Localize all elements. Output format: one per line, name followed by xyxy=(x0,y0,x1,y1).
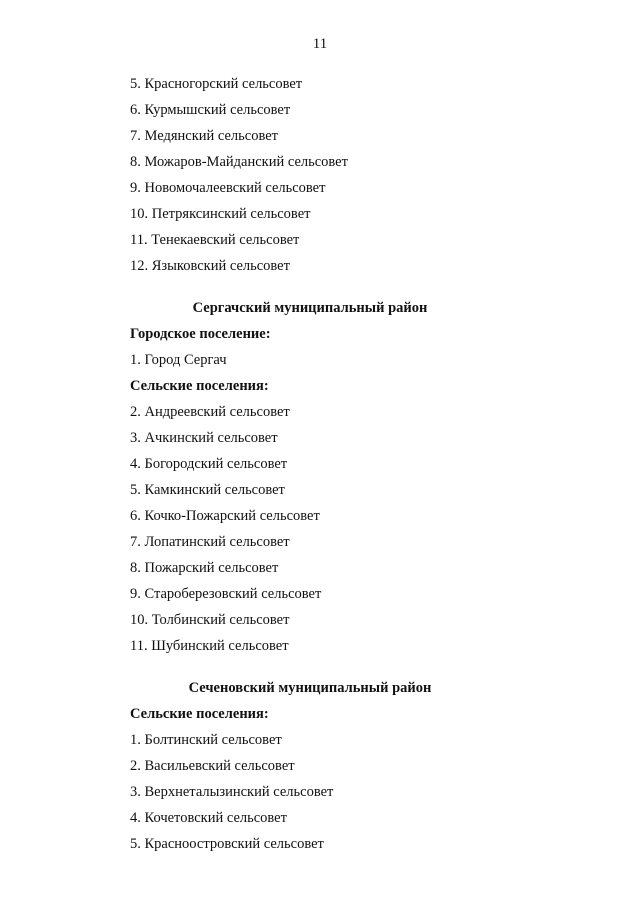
rural-settlements-heading: Сельские поселения: xyxy=(130,378,269,394)
urban-settlement-heading: Городское поселение: xyxy=(130,326,271,342)
sechenovo-district-section xyxy=(130,675,570,857)
list-item: 3. Ачкинский сельсовет xyxy=(130,430,278,446)
list-item: 8. Можаров-Майданский сельсовет xyxy=(130,154,348,170)
list-item: 9. Староберезовский сельсовет xyxy=(130,586,322,602)
list-item: 10. Петряксинский сельсовет xyxy=(130,206,311,222)
list-item: 9. Новомочалеевский сельсовет xyxy=(130,180,326,196)
list-item: 11. Шубинский сельсовет xyxy=(130,638,289,654)
document-body xyxy=(130,71,570,857)
list-item: 7. Медянский сельсовет xyxy=(130,128,278,144)
list-item: 5. Красногорский сельсовет xyxy=(130,76,303,92)
intro-list xyxy=(130,71,570,279)
page-number: 11 xyxy=(312,36,328,52)
list-item: 11. Тенекаевский сельсовет xyxy=(130,232,300,248)
list-item: 1. Город Сергач xyxy=(130,352,227,368)
list-item: 8. Пожарский сельсовет xyxy=(130,560,279,576)
list-item: 4. Кочетовский сельсовет xyxy=(130,810,287,826)
list-item: 2. Васильевский сельсовет xyxy=(130,758,295,774)
district-title: Сергачский муниципальный район xyxy=(192,300,428,316)
list-item: 6. Курмышский сельсовет xyxy=(130,102,291,118)
list-item: 12. Языковский сельсовет xyxy=(130,258,290,274)
list-item: 4. Богородский сельсовет xyxy=(130,456,288,472)
list-item: 2. Андреевский сельсовет xyxy=(130,404,290,420)
sergach-district-section xyxy=(130,295,570,659)
list-item: 3. Верхнеталызинский сельсовет xyxy=(130,784,334,800)
list-item: 1. Болтинский сельсовет xyxy=(130,732,282,748)
list-item: 5. Красноостровский сельсовет xyxy=(130,836,324,852)
list-item: 6. Кочко-Пожарский сельсовет xyxy=(130,508,320,524)
rural-settlements-heading: Сельские поселения: xyxy=(130,706,269,722)
list-item: 10. Толбинский сельсовет xyxy=(130,612,290,628)
district-title: Сеченовский муниципальный район xyxy=(188,680,432,696)
list-item: 7. Лопатинский сельсовет xyxy=(130,534,290,550)
list-item: 5. Камкинский сельсовет xyxy=(130,482,285,498)
